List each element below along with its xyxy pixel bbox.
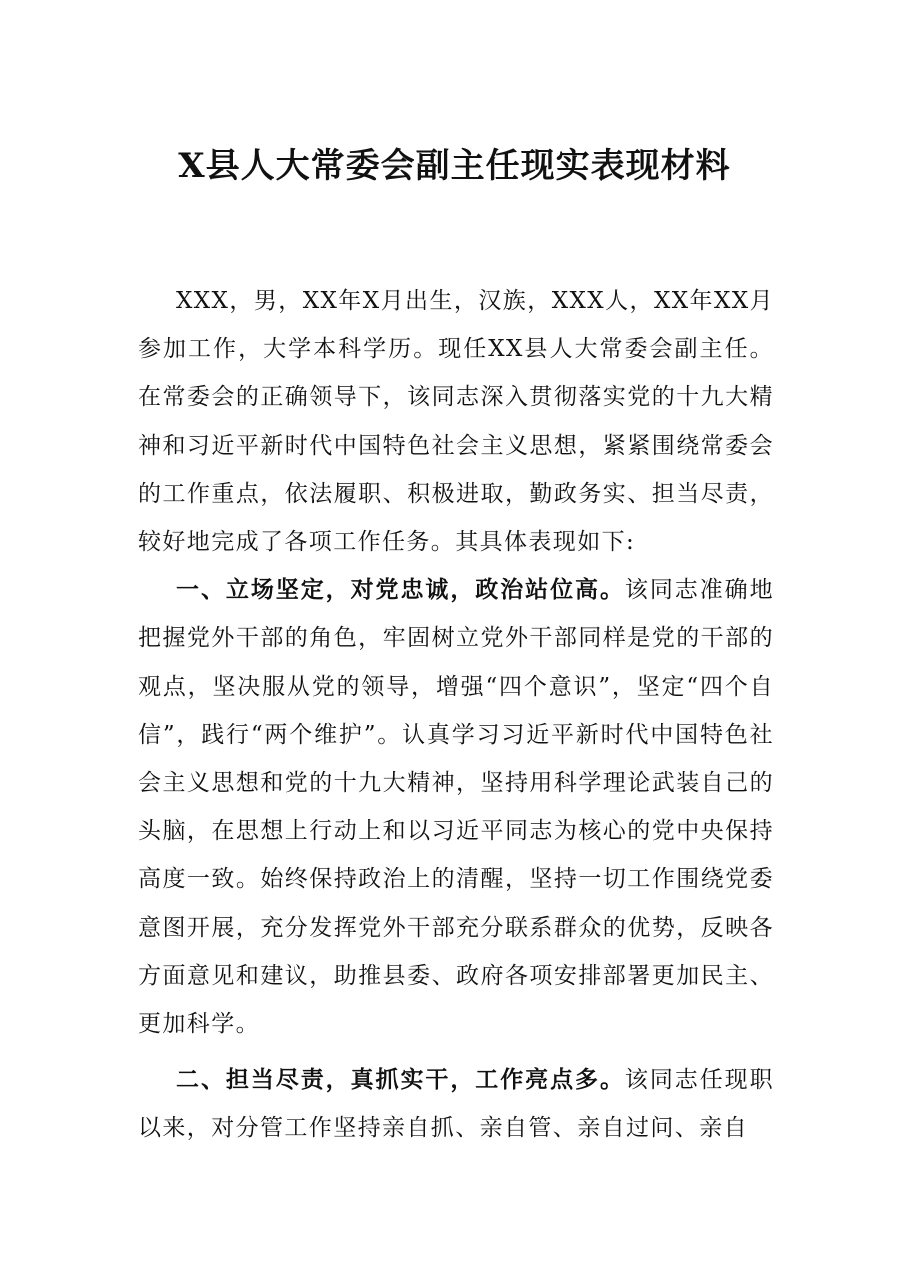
paragraph-text: XXX，男，XX年X月出生，汉族，XXX人，XX年XX月参加工作，大学本科学历。现任XX县人大常委会副主任。在常委会的正确领导下，该同志深入贯彻落实党的十九大精神和习近平新时代中国特色社会主义思想，紧紧围绕常委会的工作重点，依法履职、积极进取，勤政务实、担当尽责，较好地完成了各项工作任务。其具体表现如下: <box>138 288 774 556</box>
section-two-heading: 二、担当尽责，真抓实干，工作亮点多。 <box>176 1066 625 1094</box>
section-two-text: 该同志任现职以来，对分管工作坚持亲自抓、亲自管、亲自过问、亲自 <box>138 1067 775 1142</box>
document-title: X县人大常委会副主任现实表现材料 <box>178 146 731 186</box>
section-one-heading: 一、立场坚定，对党忠诚，政治站位高。 <box>176 576 625 604</box>
section-two-paragraph <box>138 1056 774 1152</box>
section-one-text: 该同志准确地把握党外干部的角色，牢固树立党外干部同样是党的干部的观点，坚决服从党的领导，增强“四个意识”，坚定“四个自信”，践行“两个维护”。认真学习习近平新时代中国特色社会主义思想和党的十九大精神，坚持用科学理论武装自己的头脑，在思想上行动上和以习近平同志为核心的党中央保持高度一致。始终保持政治上的清醒，坚持一切工作围绕党委意图开展，充分发挥党外干部充分联系群众的优势，反映各方面意见和建议，助推县委、政府各项安排部署更加民主、更加科学。 <box>138 577 775 1038</box>
document-body <box>138 277 774 1153</box>
section-one-paragraph <box>138 566 774 1048</box>
intro-paragraph <box>138 277 774 566</box>
